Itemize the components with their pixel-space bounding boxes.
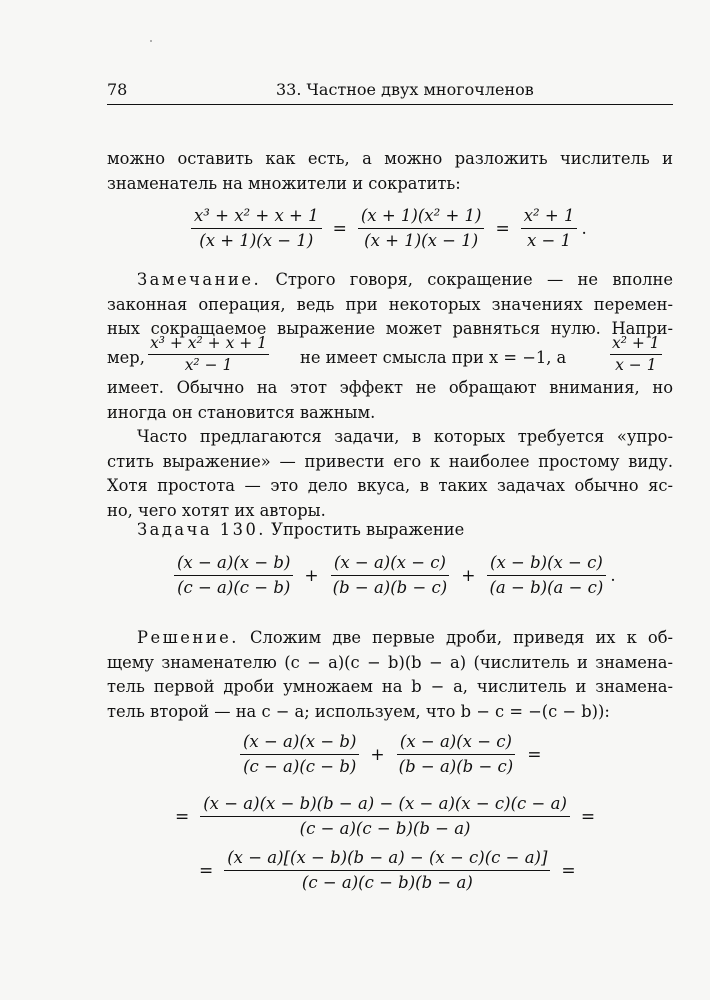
plus-sign: +: [461, 565, 476, 586]
text-line: тель первой дроби умножаем на b − a, числитель и знамена-: [107, 677, 673, 696]
plus-sign: +: [370, 744, 385, 765]
solution-label: Решение.: [137, 628, 239, 647]
fraction-numerator: (x − a)(x − b): [177, 553, 291, 572]
fraction-denominator: (b − a)(b − c): [332, 578, 448, 597]
period: .: [581, 219, 587, 238]
inline-fraction: [610, 334, 662, 375]
fraction: [486, 553, 606, 598]
fraction-numerator: x³ + x² + x + 1: [150, 334, 268, 352]
text-line: Решение. Сложим две первые дроби, приведя их к об-: [137, 628, 673, 647]
fraction-numerator: (x − b)(x − c): [490, 553, 603, 572]
fraction: [200, 794, 570, 839]
paragraph-remark-end: [107, 376, 673, 425]
fraction-denominator: (c − a)(c − b)(b − a): [301, 873, 473, 892]
fraction-denominator: x − 1: [615, 356, 657, 374]
section-title: 33. Частное двух многочленов: [276, 80, 534, 99]
fraction-denominator: x − 1: [527, 231, 572, 250]
fraction-numerator: (x − a)(x − b)(b − a) − (x − a)(x − c)(c − a): [203, 794, 567, 813]
text-fragment: мер,: [107, 348, 145, 367]
fraction-denominator: (x + 1)(x − 1): [364, 231, 479, 250]
equals-sign: =: [175, 806, 190, 827]
page-number: 78: [107, 80, 128, 99]
fraction: [174, 553, 293, 598]
period: .: [610, 566, 616, 585]
fraction: [396, 732, 517, 777]
fraction-denominator: (c − a)(c − b): [243, 757, 357, 776]
equation-sum-step1: [236, 732, 548, 777]
text-line: но, чего хотят их авторы.: [107, 500, 326, 520]
scan-speck: [150, 40, 152, 42]
equation-task: [170, 553, 616, 598]
fraction-numerator: (x − a)(x − c): [399, 732, 512, 751]
equation-sum-step2: [168, 794, 602, 839]
inline-fraction: [148, 334, 269, 375]
fraction-denominator: x² − 1: [184, 356, 233, 374]
fraction-numerator: x³ + x² + x + 1: [194, 206, 319, 225]
equation-factorization: [187, 206, 587, 251]
paragraph-remark: [107, 268, 673, 342]
text-line: Хотя простота — это дело вкуса, в таких задачах обычно яс-: [107, 476, 673, 495]
text-line: иногда он становится важным.: [107, 402, 376, 422]
fraction-denominator: (c − a)(c − b): [177, 578, 291, 597]
equals-sign: =: [199, 860, 214, 881]
text-line: стить выражение» — привести его к наиболее простому виду.: [107, 451, 673, 471]
text-line: имеет. Обычно на этот эффект не обращают внимания, но: [107, 378, 673, 397]
running-header: [107, 80, 673, 102]
fraction-denominator: (c − a)(c − b)(b − a): [299, 819, 471, 838]
text-line: ных сокращаемое выражение может равняться нулю. Напри-: [107, 319, 673, 338]
fraction: [330, 553, 451, 598]
fraction-numerator: (x − a)[(x − b)(b − a) − (x − c)(c − a)]: [227, 848, 548, 867]
paragraph-simplify: [107, 425, 673, 523]
text-line: щему знаменателю (c − a)(c − b)(b − a) (числитель и знамена-: [107, 652, 673, 672]
text-line: знаменатель на множители и сократить:: [107, 173, 461, 193]
equation-sum-step3: [192, 848, 583, 893]
paragraph-solution: [107, 626, 673, 724]
task-statement: [107, 518, 673, 543]
equals-sign: =: [495, 218, 510, 239]
fraction: [224, 848, 550, 893]
header-rule: [107, 104, 673, 105]
fraction-numerator: (x − a)(x − b): [243, 732, 357, 751]
text-fragment: не имеет смысла при x = −1, а: [300, 348, 567, 367]
equals-sign: =: [580, 806, 596, 827]
equals-sign: =: [527, 744, 542, 765]
text-line: Задача 130. Упростить выражение: [137, 520, 465, 539]
plus-sign: +: [304, 565, 319, 586]
text-line: можно оставить как есть, а можно разложить числитель и: [107, 149, 673, 168]
text-line: Часто предлагаются задачи, в которых требуется «упро-: [137, 427, 673, 446]
equals-sign: =: [561, 860, 576, 881]
text-line: Замечание. Строго говоря, сокращение — не вполне: [137, 270, 673, 289]
paragraph-intro: [107, 147, 673, 196]
fraction: [240, 732, 359, 777]
fraction: [358, 206, 485, 251]
text-line: законная операция, ведь при некоторых значениях перемен-: [107, 294, 673, 314]
fraction-denominator: (x + 1)(x − 1): [199, 231, 314, 250]
fraction: [521, 206, 578, 251]
fraction-denominator: (a − b)(a − c): [489, 578, 604, 597]
remark-label: Замечание.: [137, 270, 262, 289]
fraction-numerator: (x − a)(x − c): [333, 553, 446, 572]
fraction-numerator: x² + 1: [612, 334, 660, 352]
equals-sign: =: [332, 218, 347, 239]
fraction-numerator: (x + 1)(x² + 1): [360, 206, 482, 225]
fraction-denominator: (b − a)(b − c): [398, 757, 514, 776]
text-line: тель второй — на c − a; используем, что b − c = −(c − b)):: [107, 701, 610, 721]
fraction-numerator: x² + 1: [523, 206, 575, 225]
task-label: Задача 130.: [137, 520, 266, 539]
fraction: [191, 206, 322, 251]
